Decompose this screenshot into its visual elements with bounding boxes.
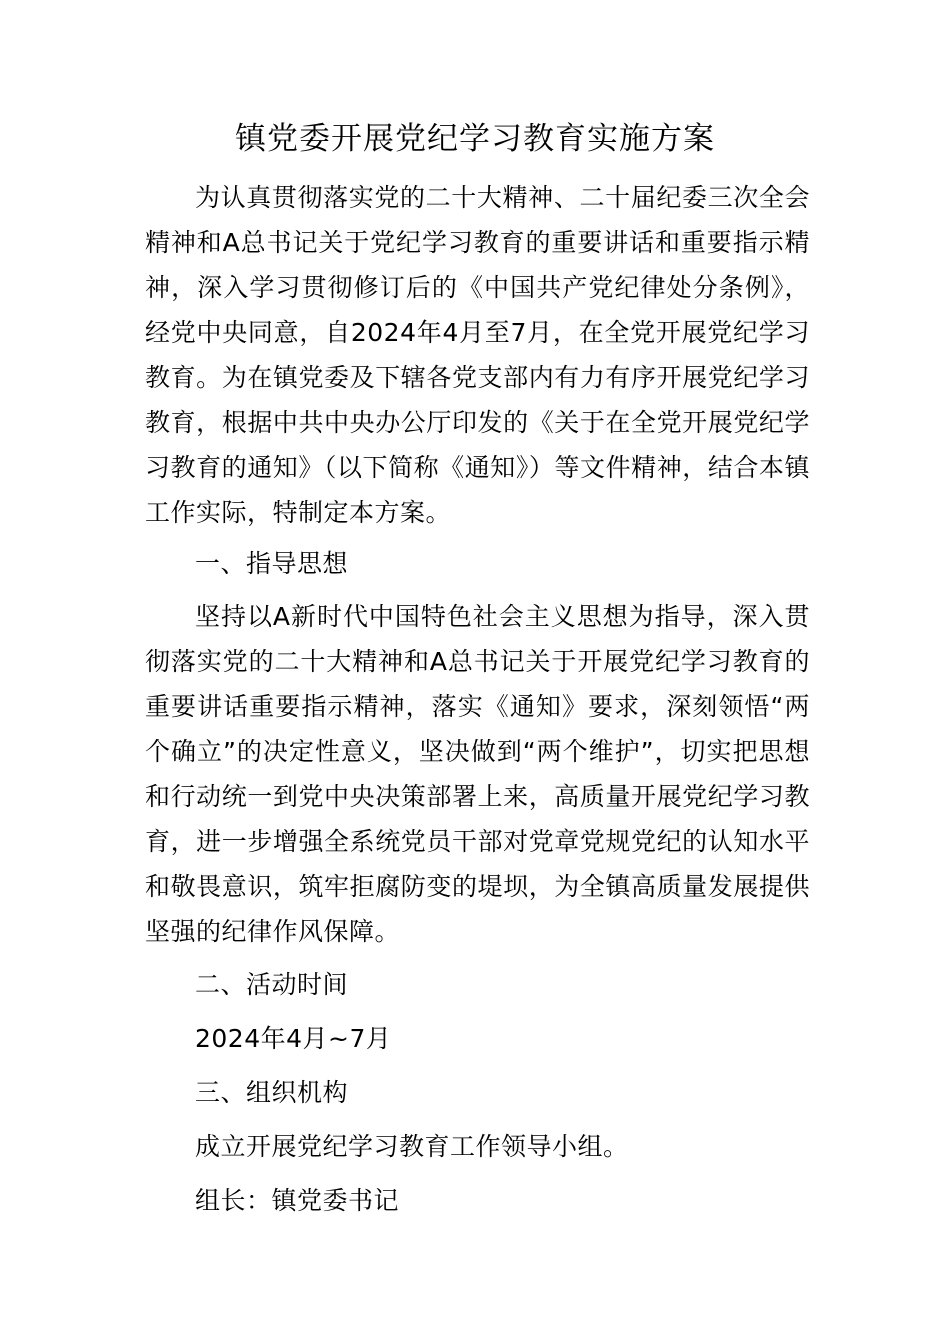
intro-paragraph: 为认真贯彻落实党的二十大精神、二十届纪委三次全会精神和A总书记关于党纪学习教育的重要讲话和重要指示精神，深入学习贯彻修订后的《中国共产党纪律处分条例》，经党中央同意，自2024年4月至7月，在全党开展党纪学习教育。为在镇党委及下辖各党支部内有力有序开展党纪学习教育，根据中共中央办公厅印发的《关于在全党开展党纪学习教育的通知》（以下简称《通知》）等文件精神，结合本镇工作实际，特制定本方案。 xyxy=(145,183,810,527)
section-3-body: 成立开展党纪学习教育工作领导小组。 xyxy=(195,1132,629,1161)
section-3-leader: 组长：镇党委书记 xyxy=(195,1186,400,1215)
section-1-heading: 一、指导思想 xyxy=(195,549,349,578)
section-3-heading: 三、组织机构 xyxy=(195,1078,349,1107)
document-title: 镇党委开展党纪学习教育实施方案 xyxy=(235,121,715,157)
section-1-body: 坚持以A新时代中国特色社会主义思想为指导，深入贯彻落实党的二十大精神和A总书记关于开展党纪学习教育的重要讲话重要指示精神，落实《通知》要求，深刻领悟“两个确立”的决定性意义，坚决做到“两个维护”，切实把思想和行动统一到党中央决策部署上来，高质量开展党纪学习教育，进一步增强全系统党员干部对党章党规党纪的认知水平和敬畏意识，筑牢拒腐防变的堤坝，为全镇高质量发展提供坚强的纪律作风保障。 xyxy=(145,602,810,946)
section-2-heading: 二、活动时间 xyxy=(195,970,349,999)
section-2-body: 2024年4月~7月 xyxy=(195,1024,392,1053)
